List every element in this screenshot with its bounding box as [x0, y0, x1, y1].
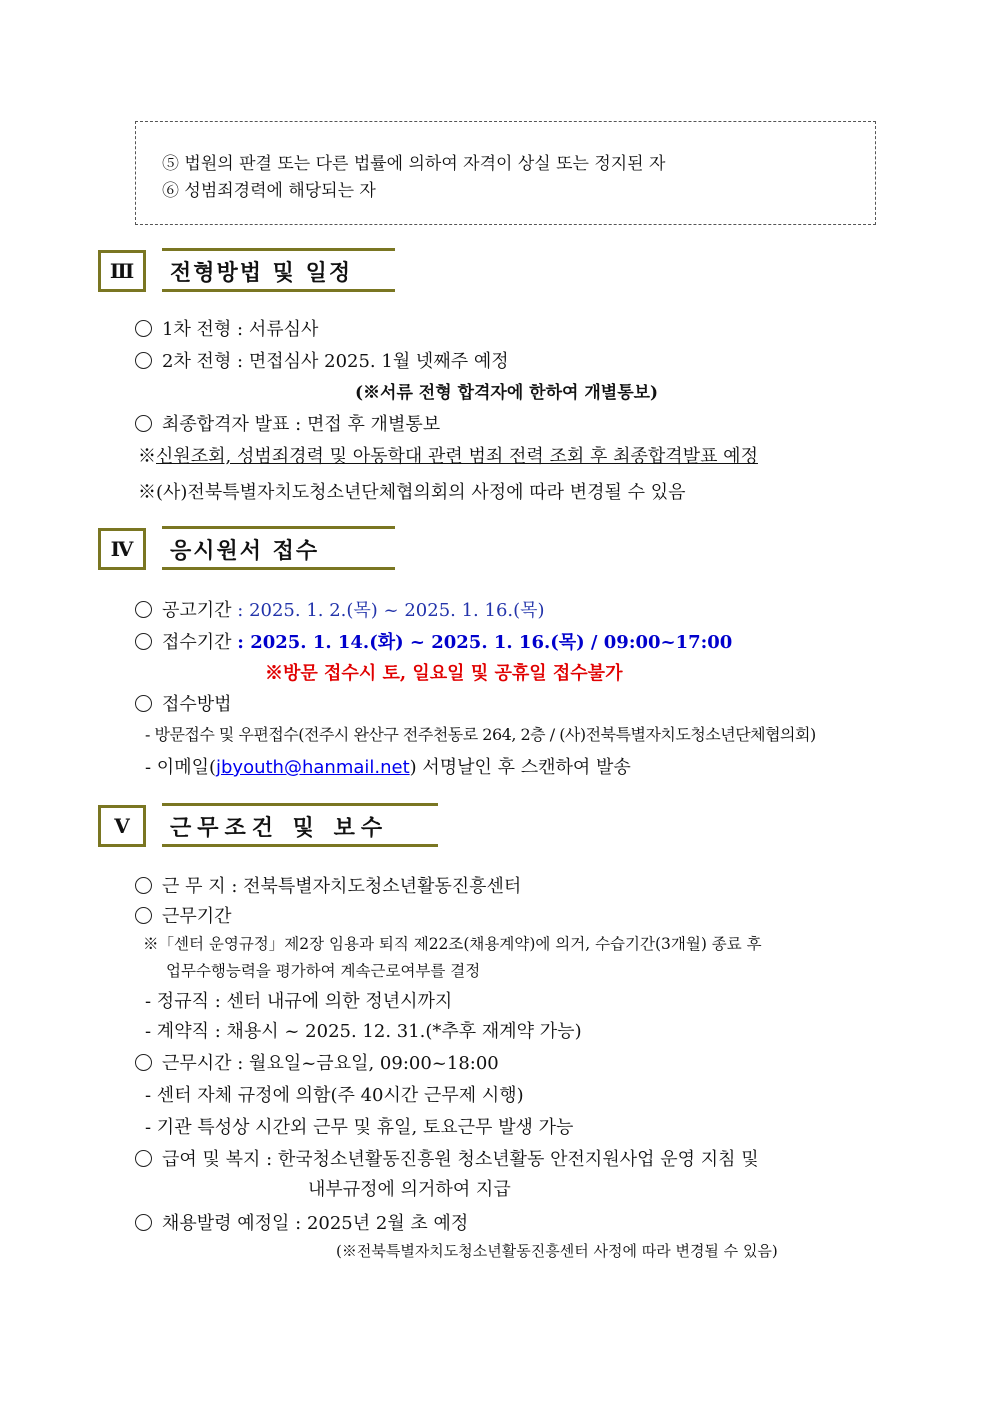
contract-position: - 계약직 : 채용시 ~ 2025. 12. 31.(*추후 재계약 가능) — [145, 1021, 582, 1042]
circle-bullet-icon — [135, 1150, 152, 1167]
method-visit-mail: - 방문접수 및 우편접수(전주시 완산구 전주천동로 264, 2층 / (사)전북특별자치도청소년단체협의회) — [145, 725, 816, 744]
note-line-5: ⑤ 법원의 판결 또는 다른 법률에 의하여 자격이 상실 또는 정지된 자 — [162, 154, 666, 174]
section-number-3: Ⅲ — [98, 250, 146, 292]
circle-bullet-icon — [135, 415, 152, 432]
visit-restriction-note: ※방문 접수시 토, 일요일 및 공휴일 접수불가 — [265, 663, 623, 684]
background-check-note: ※신원조회, 성범죄경력 및 아동학대 관련 범죄 전력 조회 후 최종합격발표 예정 — [138, 446, 758, 467]
final-announcement: 최종합격자 발표 : 면접 후 개별통보 — [135, 410, 440, 436]
section-header-3 — [162, 248, 395, 292]
section-number-5: Ⅴ — [98, 805, 146, 847]
pay-and-welfare-cont: 내부규정에 의거하여 지급 — [308, 1179, 511, 1200]
overtime-note: - 기관 특성상 시간외 근무 및 휴일, 토요근무 발생 가능 — [145, 1117, 574, 1138]
circle-bullet-icon — [135, 601, 152, 618]
regular-position: - 정규직 : 센터 내규에 의한 정년시까지 — [145, 991, 453, 1012]
section-title-4: 응시원서 접수 — [170, 538, 320, 564]
section-title-5: 근무조건 및 보수 — [170, 815, 389, 841]
work-hours-rule: - 센터 자체 규정에 의함(주 40시간 근무제 시행) — [145, 1085, 524, 1106]
circle-bullet-icon — [135, 352, 152, 369]
screening-stage-1: 1차 전형 : 서류심사 — [135, 315, 318, 341]
circle-bullet-icon — [135, 320, 152, 337]
email-link[interactable]: jbyouth@hanmail.net — [216, 757, 410, 778]
pay-and-welfare: 급여 및 복지 : 한국청소년활동진흥원 청소년활동 안전지원사업 운영 지침 및 — [135, 1145, 759, 1171]
circle-bullet-icon — [135, 907, 152, 924]
probation-note-line1: ※「센터 운영규정」제2장 임용과 퇴직 제22조(채용계약)에 의거, 수습기간(3개월) 종료 후 — [143, 935, 762, 953]
circle-bullet-icon — [135, 633, 152, 650]
circle-bullet-icon — [135, 877, 152, 894]
posting-period: 공고기간 : 2025. 1. 2.(목) ~ 2025. 1. 16.(목) — [135, 596, 545, 622]
section-number-4: Ⅳ — [98, 528, 146, 570]
application-method: 접수방법 — [135, 690, 232, 716]
probation-note-line2: 업무수행능력을 평가하여 계속근로여부를 결정 — [166, 962, 481, 980]
change-notice: ※(사)전북특별자치도청소년단체협의회의 사정에 따라 변경될 수 있음 — [138, 482, 686, 503]
work-period: 근무기간 — [135, 902, 232, 928]
section-header-4 — [162, 526, 395, 570]
workplace: 근 무 지 : 전북특별자치도청소년활동진흥센터 — [135, 872, 521, 898]
work-hours: 근무시간 : 월요일~금요일, 09:00~18:00 — [135, 1049, 499, 1075]
circle-bullet-icon — [135, 1054, 152, 1071]
method-email: - 이메일(jbyouth@hanmail.net) 서명날인 후 스캔하여 발송 — [145, 757, 631, 778]
screening-stage-2: 2차 전형 : 면접심사 2025. 1월 넷째주 예정 — [135, 347, 509, 373]
circle-bullet-icon — [135, 1214, 152, 1231]
appointment-date: 채용발령 예정일 : 2025년 2월 초 예정 — [135, 1209, 468, 1235]
section-header-5 — [162, 803, 438, 847]
circle-bullet-icon — [135, 695, 152, 712]
note-line-6: ⑥ 성범죄경력에 해당되는 자 — [162, 181, 376, 201]
appointment-note: (※전북특별자치도청소년활동진흥센터 사정에 따라 변경될 수 있음) — [336, 1242, 778, 1260]
section-title-3: 전형방법 및 일정 — [170, 260, 353, 286]
stage-2-note: (※서류 전형 합격자에 한하여 개별통보) — [355, 383, 659, 403]
application-period: 접수기간 : 2025. 1. 14.(화) ~ 2025. 1. 16.(목) / 09:00~17:00 — [135, 628, 732, 654]
